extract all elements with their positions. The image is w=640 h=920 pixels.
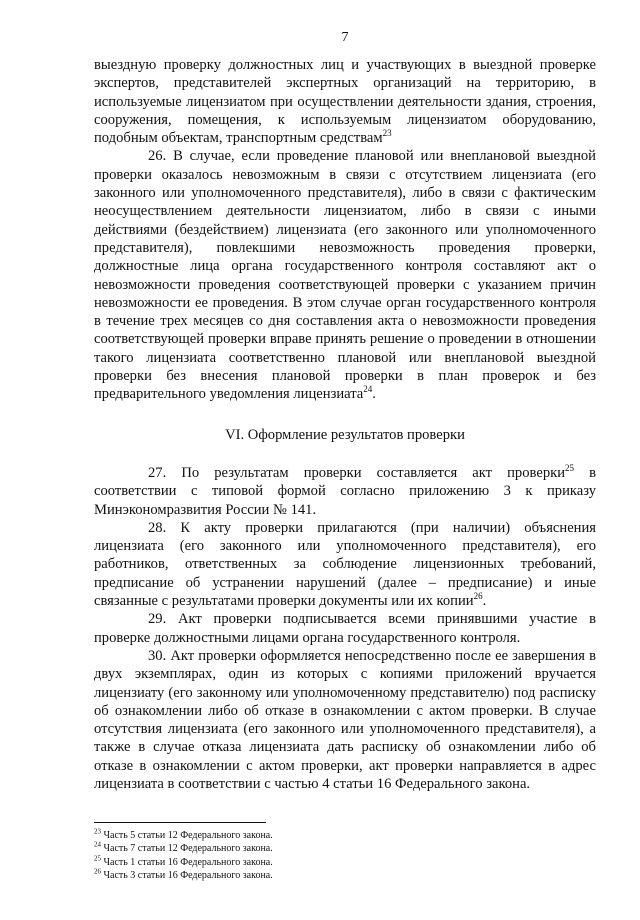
footnote-25: $^{25}$ Часть 1 статьи 16 Федерального закона. (94, 854, 273, 868)
footnote-ref[interactable]: 25 (565, 463, 575, 474)
footnote-ref[interactable]: 23 (382, 128, 392, 139)
paragraph-30: 30. Акт проверки оформляется непосредственно после ее завершения в двух экземплярах, один из которых с копиями приложений вручается лицензиату (его законному или уполномоченному представителю) под расписку об ознакомлении либо об отказе в ознакомлении с актом проверки. В случае отсутствия лицензиата (его законного или уполномоченного представителя), а также в случае отказа лицензиата дать расписку об ознакомлении либо об отказе в ознакомлении с актом проверки, акт проверки направляется в адрес лицензиата в соответствии с частью 4 статьи 16 Федерального закона. (94, 647, 596, 792)
footnote-ref[interactable]: 24 (363, 384, 373, 395)
footnotes (94, 822, 596, 883)
section-heading: VI. Оформление результатов проверки (225, 426, 465, 443)
footnote-23: $^{23}$ Часть 5 статьи 12 Федерального закона. (94, 827, 273, 841)
paragraph-29: 29. Акт проверки подписывается всеми принявшими участие в проверке должностными лицами органа государственного контроля. (94, 611, 596, 646)
paragraph-26: 26. В случае, если проведение плановой или внеплановой выездной проверки оказалось невозможным в связи с отсутствием лицензиата (его законного или уполномоченного представителя), либо в связи с фактическим неосуществлением деятельности лицензиатом, либо в связи с иными действиями (бездействием) лицензиата (его законного или уполномоченного представителя), повлекшими невозможность проведения проверки, должностные лица органа государственного контроля составляют акт о невозможности проведения соответствующей проверки с указанием причин невозможности ее проведения. В этом случае орган государственного контроля в течение трех месяцев со дня составления акта о невозможности проведения соответствующей проверки вправе принять решение о проведении в отношении такого лицензиата соответственно плановой или внеплановой выездной проверки без внесения плановой проверки в план проверок и без предварительного уведомления лицензиата$^{24}$. (94, 148, 596, 403)
paragraph-28: 28. К акту проверки прилагаются (при наличии) объяснения лицензиата (его законного или уполномоченного представителя), его работников, ответственных за соблюдение лицензионных требований, предписание об устранении нарушений (далее – предписание) и иные связанные с результатами проверки документы или их копии$^{26}$. (94, 519, 596, 610)
document-body (94, 56, 596, 793)
page-number: 7 (341, 30, 349, 45)
paragraph-continuation: выездную проверку должностных лиц и участвующих в выездной проверке экспертов, представителей экспертных организаций на территорию, в используемые лицензиатом при осуществлении деятельности здания, строения, сооружения, помещения, к используемым лицензиатом оборудованию, подобным объектам, транспортным средствам$^{23}$ (94, 57, 596, 147)
paragraph-27: 27. По результатам проверки составляется акт проверки$^{25}$ в соответствии с типовой формой согласно приложению 3 к приказу Минэкономразвития России № 141. (94, 463, 596, 518)
footnote-26: $^{26}$ Часть 3 статьи 16 Федерального закона. (94, 867, 273, 882)
footnote-divider (94, 822, 266, 823)
footnote-ref[interactable]: 26 (473, 591, 483, 602)
footnote-24: $^{24}$ Часть 7 статьи 12 Федерального закона. (94, 841, 273, 855)
